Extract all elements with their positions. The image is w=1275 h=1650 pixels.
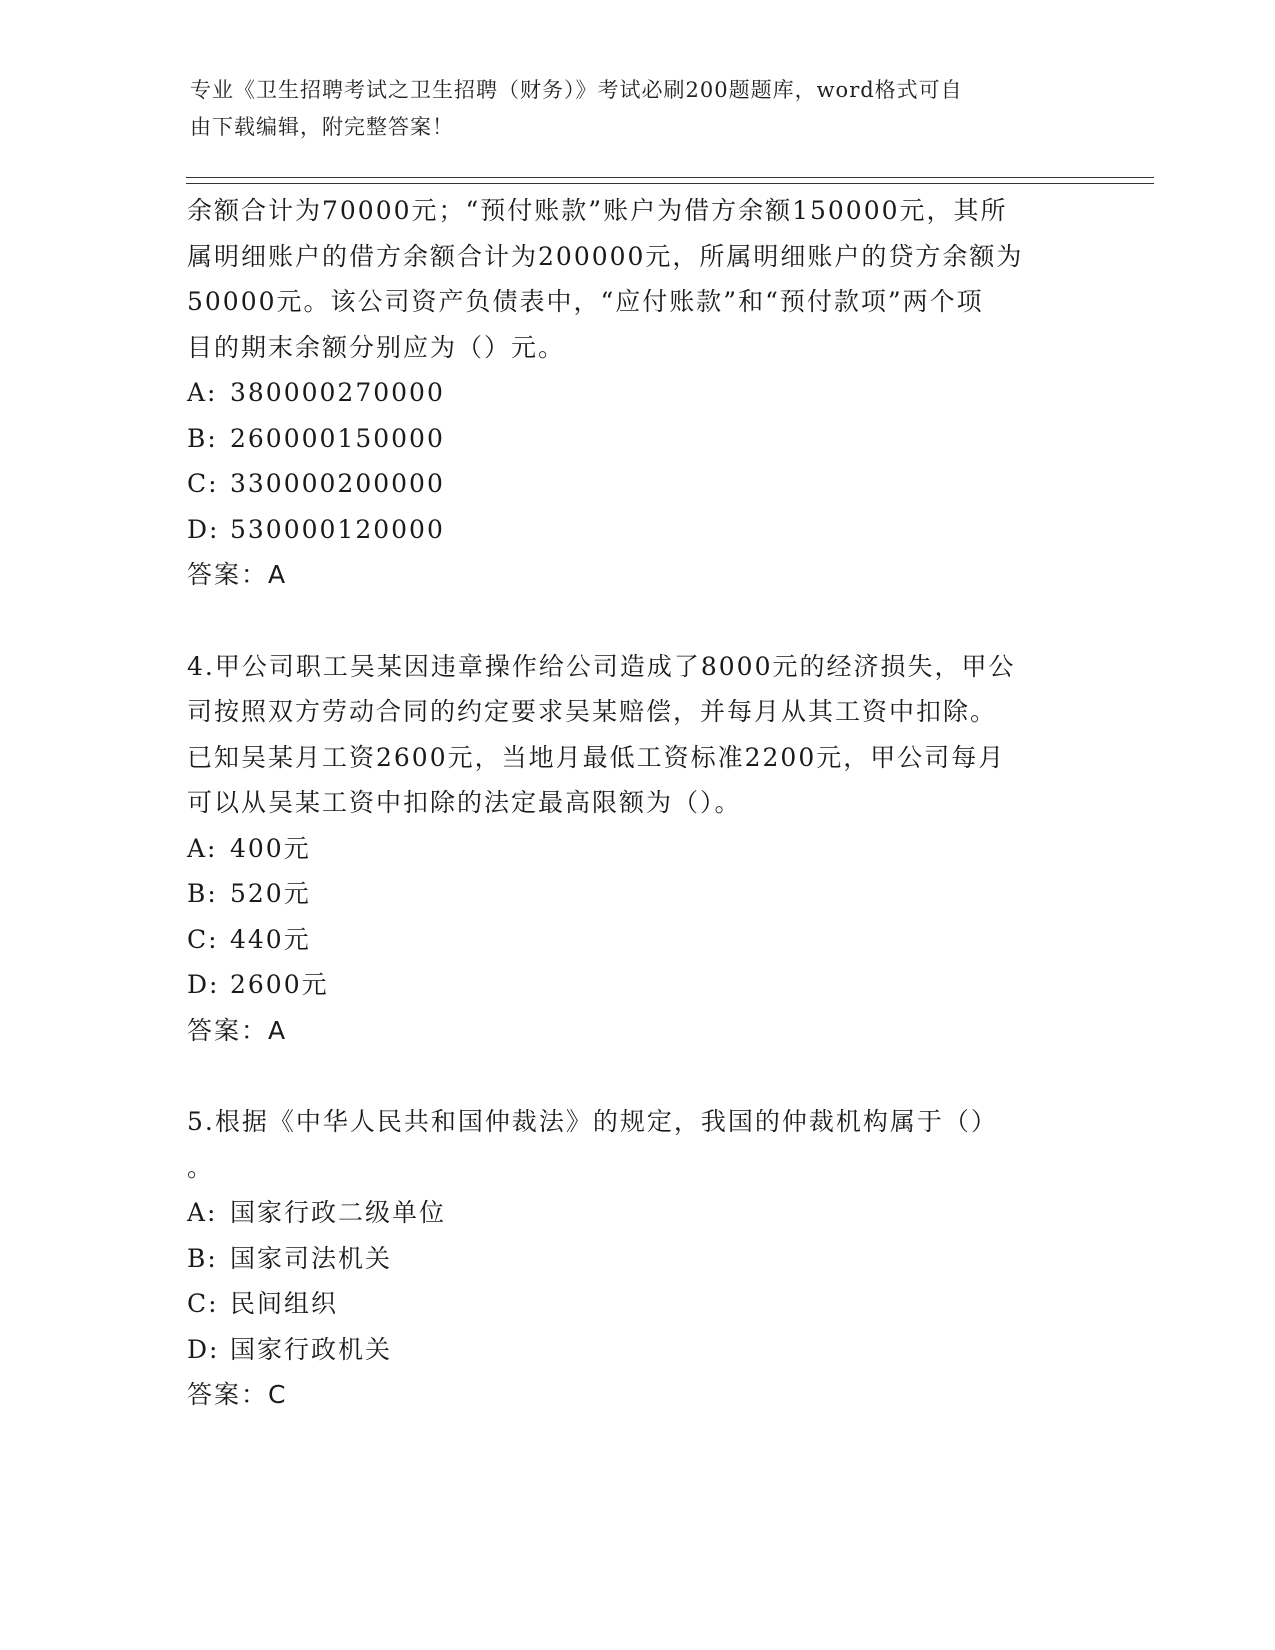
header-divider: [186, 177, 1154, 184]
answer-label: 答案：A: [187, 1015, 288, 1045]
question-3: [187, 188, 1087, 598]
option-text: 国家行政机关: [230, 1334, 393, 1364]
option-text: 2600元: [230, 970, 329, 999]
option-text: 国家行政二级单位: [230, 1198, 447, 1227]
document-header: [190, 72, 1070, 146]
option-c: [187, 1281, 1087, 1327]
question-text-line: 属明细账户的借方余额合计为200000元，所属明细账户的贷方余额为: [187, 241, 1024, 271]
option-text: 380000270000: [230, 378, 445, 407]
question-text-line: 司按照双方劳动合同的约定要求吴某赔偿，并每月从其工资中扣除。: [187, 697, 998, 726]
header-line-1: 专业《卫生招聘考试之卫生招聘（财务）》考试必刷200题题库，word格式可自: [190, 78, 963, 102]
answer-label: 答案：A: [187, 560, 288, 589]
option-a: [187, 370, 1087, 416]
option-key: B:: [187, 423, 218, 453]
question-text-line: 余额合计为70000元；“预付账款”账户为借方余额150000元，其所: [187, 196, 1008, 225]
option-c: [187, 917, 1087, 963]
question-list: [187, 188, 1087, 1418]
option-key: D:: [187, 1334, 220, 1364]
question-text-line: 已知吴某月工资2600元，当地月最低工资标准2200元，甲公司每月: [187, 742, 1006, 772]
spacer: [187, 1053, 1087, 1099]
option-text: 330000200000: [230, 469, 445, 498]
option-b: [187, 1236, 1087, 1282]
option-text: 400元: [230, 833, 311, 863]
option-key: C:: [187, 924, 219, 954]
option-text: 440元: [230, 924, 311, 954]
header-line-2: 由下载编辑，附完整答案！: [190, 115, 454, 139]
question-text-line: 50000元。该公司资产负债表中，“应付账款”和“预付款项”两个项: [187, 287, 984, 316]
option-c: [187, 461, 1087, 507]
option-key: B:: [187, 1243, 218, 1273]
option-d: [187, 1327, 1087, 1373]
option-a: [187, 826, 1087, 872]
question-text-line: 可以从吴某工资中扣除的法定最高限额为（）。: [187, 788, 742, 817]
option-key: A:: [187, 833, 218, 863]
option-a: [187, 1190, 1087, 1236]
option-text: 530000120000: [230, 514, 445, 544]
answer-label: 答案：C: [187, 1380, 288, 1409]
option-text: 260000150000: [230, 423, 445, 453]
option-key: D:: [187, 514, 220, 544]
option-d: [187, 962, 1087, 1008]
question-5: [187, 1099, 1087, 1418]
question-text-line: 4.甲公司职工吴某因违章操作给公司造成了8000元的经济损失，甲公: [187, 651, 1016, 681]
option-key: D:: [187, 970, 220, 999]
option-key: A:: [187, 378, 218, 407]
spacer: [187, 598, 1087, 644]
option-d: [187, 507, 1087, 553]
option-b: [187, 416, 1087, 462]
option-text: 520元: [230, 879, 311, 908]
option-b: [187, 871, 1087, 917]
option-key: C:: [187, 1289, 219, 1318]
question-4: [187, 644, 1087, 1054]
option-text: 国家司法机关: [230, 1243, 393, 1273]
question-text-line: 。: [187, 1152, 215, 1182]
question-text-line: 目的期末余额分别应为（）元。: [187, 332, 566, 362]
option-key: C:: [187, 469, 219, 498]
option-key: A:: [187, 1198, 218, 1227]
question-text-line: 5.根据《中华人民共和国仲裁法》的规定，我国的仲裁机构属于（）: [187, 1107, 998, 1136]
option-key: B:: [187, 879, 218, 908]
option-text: 民间组织: [230, 1289, 339, 1318]
